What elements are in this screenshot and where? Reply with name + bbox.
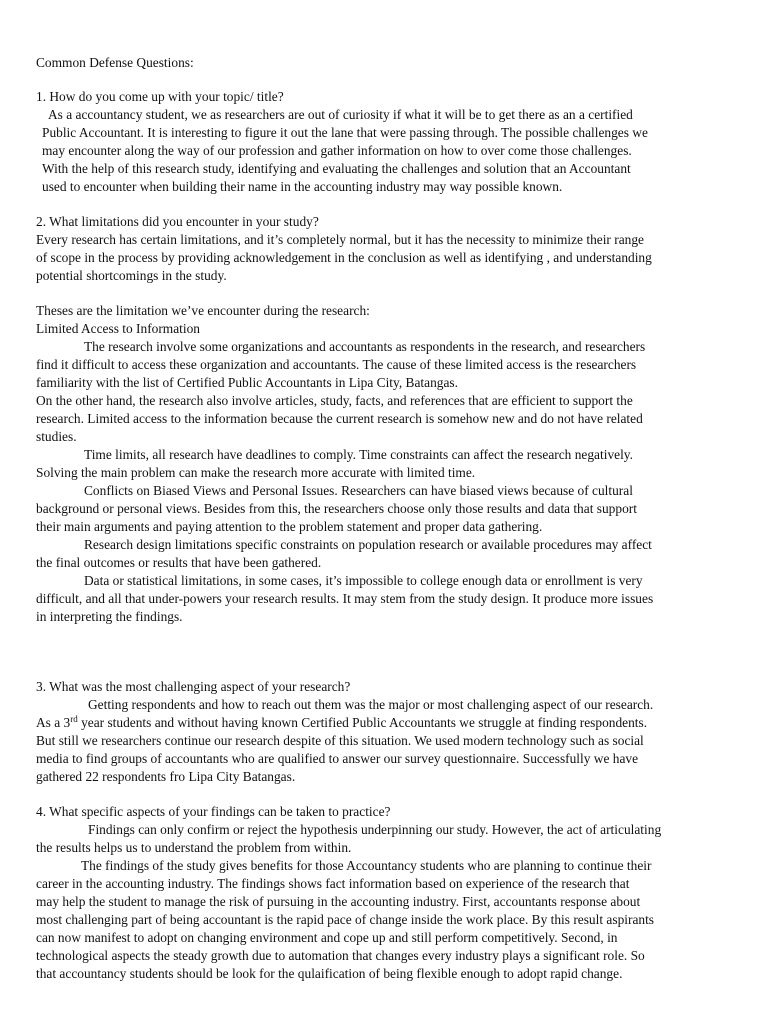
answer-4-line: can now manifest to adopt on changing environment and cope up and still perform competitively. Second, in — [36, 930, 618, 945]
answer-3-line — [36, 714, 647, 732]
answer-3-line-rest: year students and without having known Certified Public Accountants we struggle at finding respondents. — [77, 715, 648, 730]
answer-2-line: difficult, and all that under-powers your research results. It may stem from the study design. It produce more issues — [36, 591, 654, 606]
answer-4-line: most challenging part of being accountant is the rapid pace of change inside the work place. By this result aspirants — [36, 912, 655, 927]
answer-2-line: Solving the main problem can make the research more accurate with limited time. — [36, 465, 476, 480]
answer-2-intro-line: of scope in the process by providing acknowledgement in the conclusion as well as identifying , and understanding — [36, 250, 652, 265]
limitations-lead: Theses are the limitation we’ve encounter during the research: — [36, 303, 370, 318]
answer-2-line: Time limits, all research have deadlines to comply. Time constraints can affect the research negatively. — [84, 447, 633, 462]
answer-2-line: in interpreting the findings. — [36, 609, 183, 624]
answer-2-line: On the other hand, the research also involve articles, study, facts, and references that are efficient to support the — [36, 393, 633, 408]
answer-2-line: Conflicts on Biased Views and Personal Issues. Researchers can have biased views because of cultural — [84, 483, 633, 498]
answer-2-line: research. Limited access to the information because the current research is somehow new and do not have related — [36, 411, 643, 426]
answer-1-line: With the help of this research study, identifying and evaluating the challenges and solution that an Accountant — [42, 161, 631, 176]
question-2: 2. What limitations did you encounter in your study? — [36, 214, 319, 229]
ordinal-suffix: rd — [70, 714, 78, 724]
answer-2-line: familiarity with the list of Certified Public Accountants in Lipa City, Batangas. — [36, 375, 458, 390]
answer-4-line: technological aspects the steady growth due to automation that changes every industry plays a significant role. So — [36, 948, 645, 963]
answer-2-line: Research design limitations specific constraints on population research or available procedures may affect — [84, 537, 652, 552]
answer-2-line: the final outcomes or results that have been gathered. — [36, 555, 322, 570]
answer-2-line: find it difficult to access these organization and accountants. The cause of these limited access is the researchers — [36, 357, 637, 372]
answer-4-line: that accountancy students should be look for the qulaification of being flexible enough to adopt rapid change. — [36, 966, 623, 981]
answer-4-line: may help the student to manage the risk of pursuing in the accounting industry. First, accountants response about — [36, 894, 641, 909]
answer-2-line: Data or statistical limitations, in some cases, it’s impossible to college enough data or enrollment is very — [84, 573, 643, 588]
question-1: 1. How do you come up with your topic/ title? — [36, 89, 284, 104]
question-3: 3. What was the most challenging aspect of your research? — [36, 679, 351, 694]
answer-1-line: As a accountancy student, we as researchers are out of curiosity if what it will be to get there as an a certified — [48, 107, 633, 122]
answer-2-line: studies. — [36, 429, 77, 444]
answer-2-line: background or personal views. Besides from this, the researchers choose only those results and data that support — [36, 501, 637, 516]
answer-3-line: But still we researchers continue our research despite of this situation. We used modern technology such as social — [36, 733, 644, 748]
answer-4-line: The findings of the study gives benefits for those Accountancy students who are planning to continue their — [81, 858, 652, 873]
answer-4-line: Findings can only confirm or reject the hypothesis underpinning our study. However, the act of articulating — [88, 822, 662, 837]
answer-3-line: gathered 22 respondents fro Lipa City Batangas. — [36, 769, 296, 784]
answer-1-line: used to encounter when building their name in the accounting industry may way possible known. — [42, 179, 563, 194]
answer-4-line: career in the accounting industry. The findings shows fact information based on experience of the research that — [36, 876, 630, 891]
answer-3-line: media to find groups of accountants who are qualified to answer our survey questionnaire. Successfully we have — [36, 751, 639, 766]
document-title: Common Defense Questions: — [36, 55, 194, 70]
answer-4-line: the results helps us to understand the problem from within. — [36, 840, 352, 855]
answer-1-line: may encounter along the way of our profession and gather information on how to over come those challenges. — [42, 143, 632, 158]
limitations-subheading: Limited Access to Information — [36, 321, 200, 336]
answer-1-line: Public Accountant. It is interesting to figure it out the lane that were passing through. The possible challenges we — [42, 125, 648, 140]
answer-2-intro-line: Every research has certain limitations, and it’s completely normal, but it has the necessity to minimize their range — [36, 232, 644, 247]
answer-3-line-start: As a 3 — [36, 715, 71, 730]
answer-2-line: The research involve some organizations and accountants as respondents in the research, and researchers — [84, 339, 646, 354]
answer-2-intro-line: potential shortcomings in the study. — [36, 268, 227, 283]
answer-2-line: their main arguments and paying attention to the problem statement and proper data gathering. — [36, 519, 543, 534]
question-4: 4. What specific aspects of your findings can be taken to practice? — [36, 804, 391, 819]
answer-3-line: Getting respondents and how to reach out them was the major or most challenging aspect of our research. — [88, 697, 654, 712]
